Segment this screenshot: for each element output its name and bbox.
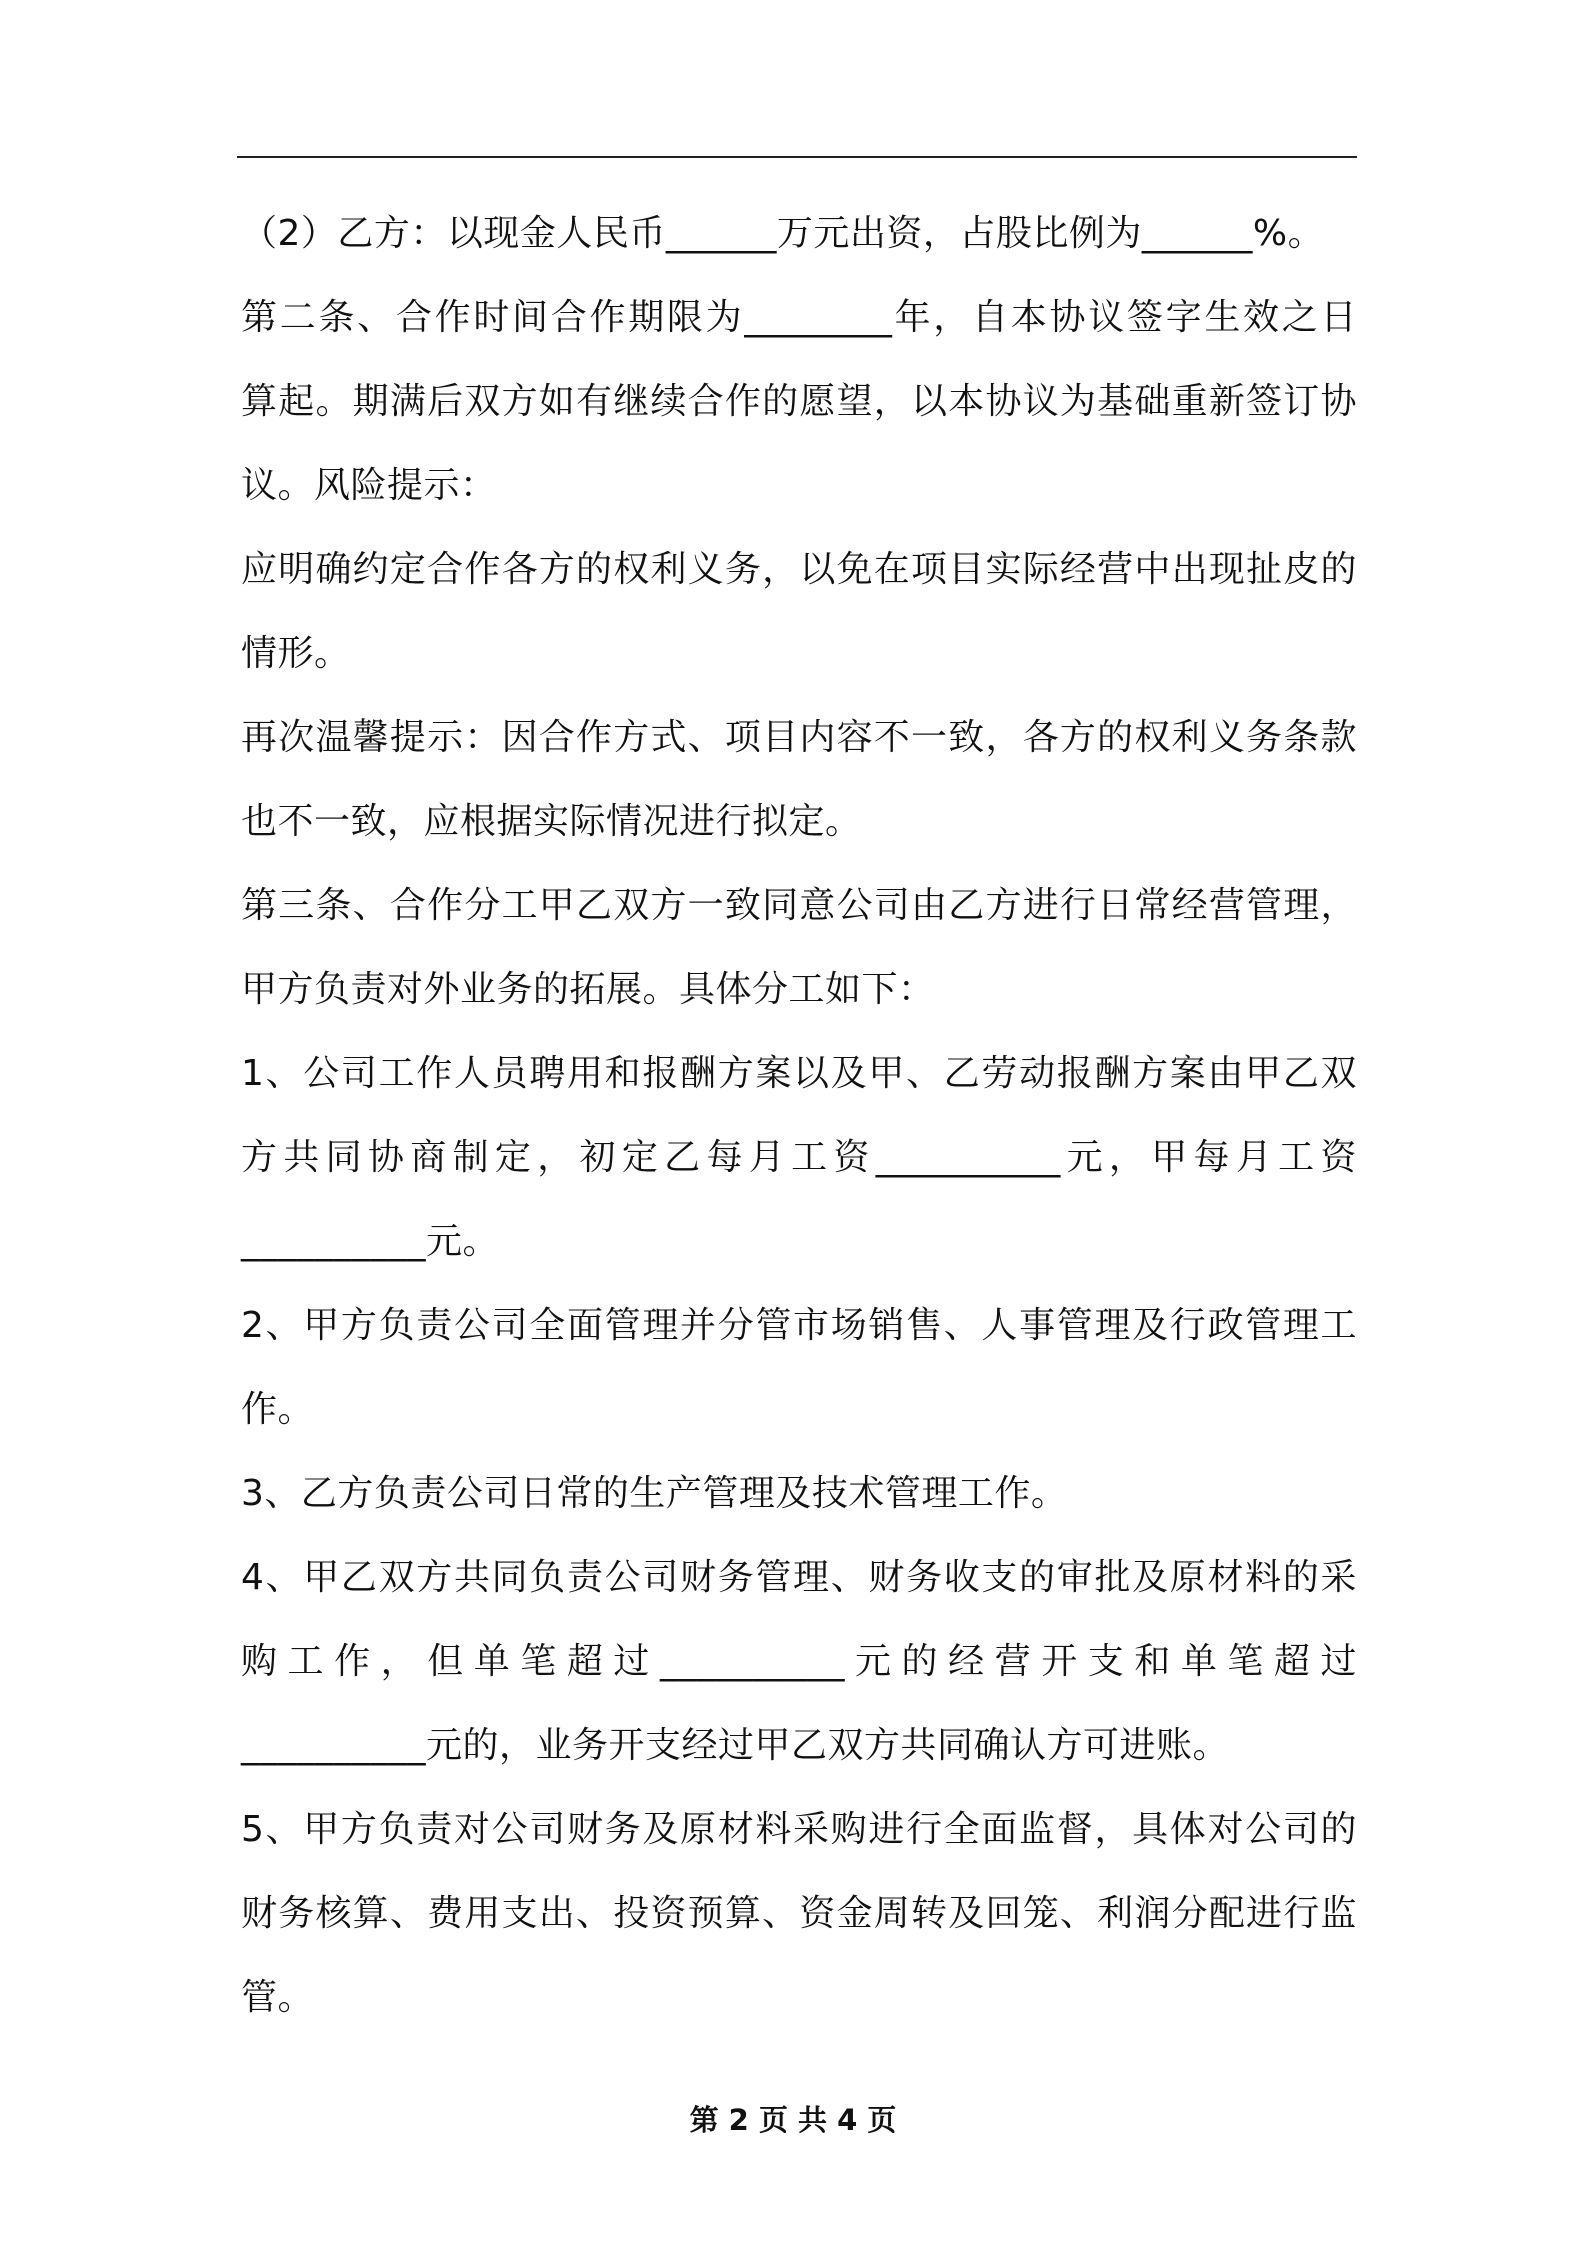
- header-rule: [237, 156, 1357, 158]
- page-footer: [0, 2098, 1586, 2139]
- paragraph-line: （2）乙方：以现金人民币______万元出资，占股比例为______%。: [241, 213, 1325, 254]
- paragraph-line: 再次温馨提示：因合作方式、项目内容不一致，各方的权利义务条款: [241, 717, 1357, 758]
- paragraph-line: 5、甲方负责对公司财务及原材料采购进行全面监督，具体对公司的: [241, 1809, 1357, 1850]
- paragraph-line: 应明确约定合作各方的权利义务，以免在项目实际经营中出现扯皮的: [241, 549, 1357, 590]
- paragraph-line: 也不一致，应根据实际情况进行拟定。: [241, 801, 862, 842]
- paragraph-line: 2、甲方负责公司全面管理并分管市场销售、人事管理及行政管理工: [241, 1305, 1357, 1346]
- paragraph-line: 1、公司工作人员聘用和报酬方案以及甲、乙劳动报酬方案由甲乙双: [241, 1053, 1357, 1094]
- page-number-label: 第 2 页 共 4 页: [689, 2103, 897, 2137]
- paragraph-line: 第二条、合作时间合作期限为________年，自本协议签字生效之日: [241, 297, 1357, 338]
- paragraph-line: __________元。: [241, 1221, 500, 1262]
- paragraph-line: 管。: [241, 1977, 315, 2018]
- paragraph-line: 第三条、合作分工甲乙双方一致同意公司由乙方进行日常经营管理，: [241, 885, 1357, 926]
- paragraph-line: 算起。期满后双方如有继续合作的愿望，以本协议为基础重新签订协: [241, 381, 1357, 422]
- paragraph-line: 作。: [241, 1389, 315, 1430]
- document-body: [241, 192, 1357, 2040]
- paragraph-line: 购工作，但单笔超过__________元的经营开支和单笔超过: [241, 1641, 1357, 1682]
- paragraph-line: 甲方负责对外业务的拓展。具体分工如下：: [241, 969, 935, 1010]
- paragraph-line: __________元的，业务开支经过甲乙双方共同确认方可进账。: [241, 1725, 1230, 1766]
- paragraph-line: 3、乙方负责公司日常的生产管理及技术管理工作。: [241, 1473, 1068, 1514]
- paragraph-line: 议。风险提示：: [241, 465, 497, 506]
- paragraph-line: 方共同协商制定，初定乙每月工资__________元，甲每月工资: [241, 1137, 1357, 1178]
- paragraph-line: 4、甲乙双方共同负责公司财务管理、财务收支的审批及原材料的采: [241, 1557, 1357, 1598]
- paragraph-line: 情形。: [241, 633, 351, 674]
- paragraph-line: 财务核算、费用支出、投资预算、资金周转及回笼、利润分配进行监: [241, 1893, 1357, 1934]
